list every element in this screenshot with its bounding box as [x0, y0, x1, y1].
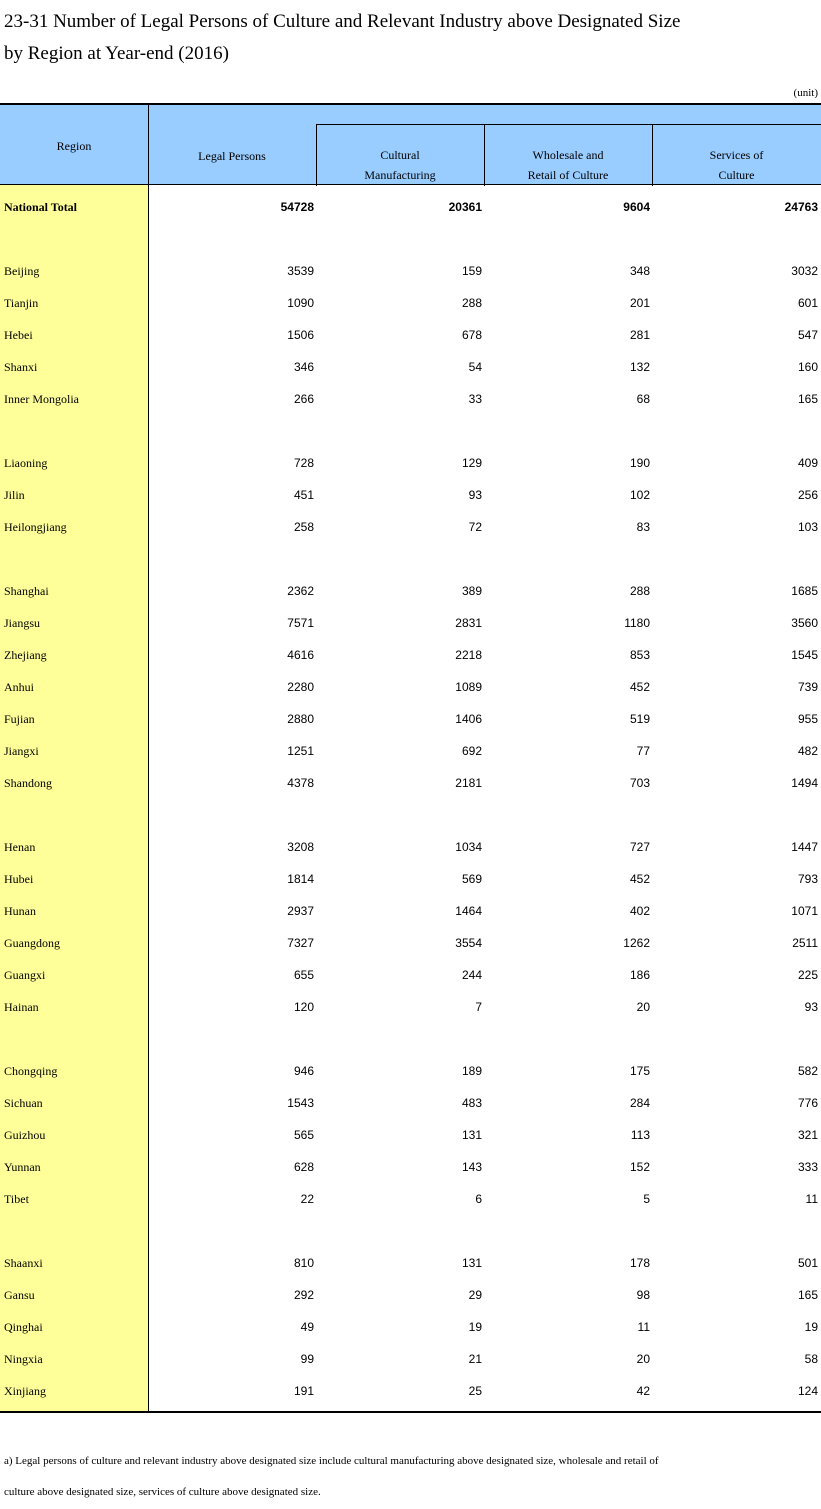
title-line-1: 23-31 Number of Legal Persons of Culture and Relevant Industry above Designated Size	[4, 11, 681, 32]
region-name: Guangxi	[4, 968, 46, 982]
page-title	[4, 6, 819, 70]
wholesale-value: 727	[629, 840, 650, 854]
table-row	[0, 351, 821, 383]
table-row	[0, 319, 821, 351]
wholesale-value: 9604	[623, 200, 650, 214]
legal-persons-value: 1814	[287, 872, 314, 886]
table-row-total	[0, 191, 821, 223]
legal-persons-value: 3539	[287, 264, 314, 278]
region-name: Heilongjiang	[4, 520, 67, 534]
legal-persons-value: 120	[293, 1000, 314, 1014]
wholesale-value: 452	[629, 872, 650, 886]
legal-persons-value: 7327	[287, 936, 314, 950]
services-value: 160	[797, 360, 818, 374]
wholesale-value: 178	[629, 1256, 650, 1270]
manufacturing-value: 6	[475, 1192, 482, 1206]
legal-persons-value: 191	[293, 1384, 314, 1398]
manufacturing-value: 129	[461, 456, 482, 470]
services-value: 1071	[791, 904, 818, 918]
manufacturing-value: 288	[461, 296, 482, 310]
region-name: Shanghai	[4, 584, 49, 598]
table-row	[0, 831, 821, 863]
services-value: 58	[804, 1352, 818, 1366]
unit-label: (unit)	[793, 87, 818, 99]
manufacturing-value: 29	[468, 1288, 482, 1302]
table-row	[0, 767, 821, 799]
wholesale-value: 288	[629, 584, 650, 598]
region-name: Gansu	[4, 1288, 35, 1302]
services-value: 482	[797, 744, 818, 758]
manufacturing-value: 33	[468, 392, 482, 406]
header-cultural-manufacturing: Cultural Manufacturing	[364, 148, 436, 182]
services-value: 2511	[792, 936, 818, 950]
wholesale-value: 152	[629, 1160, 650, 1174]
table-row	[0, 671, 821, 703]
region-name: Ningxia	[4, 1352, 43, 1366]
legal-persons-value: 22	[300, 1192, 314, 1206]
services-value: 24763	[784, 200, 818, 214]
table-row	[0, 607, 821, 639]
legal-persons-value: 2280	[287, 680, 314, 694]
region-name: Beijing	[4, 264, 40, 278]
region-name: Liaoning	[4, 456, 48, 470]
wholesale-value: 201	[629, 296, 650, 310]
wholesale-value: 11	[637, 1320, 650, 1334]
manufacturing-value: 2831	[455, 616, 482, 630]
legal-persons-value: 628	[293, 1160, 314, 1174]
region-name: Hebei	[4, 328, 33, 342]
footnote	[4, 1446, 814, 1508]
manufacturing-value: 569	[461, 872, 482, 886]
legal-persons-value: 1090	[287, 296, 314, 310]
manufacturing-value: 692	[461, 744, 482, 758]
services-value: 165	[797, 392, 818, 406]
table-row	[0, 1055, 821, 1087]
legal-persons-value: 54728	[280, 200, 314, 214]
wholesale-value: 20	[636, 1000, 650, 1014]
header-divider	[652, 124, 653, 186]
services-value: 165	[797, 1288, 818, 1302]
wholesale-value: 98	[636, 1288, 650, 1302]
manufacturing-value: 189	[461, 1064, 482, 1078]
header-divider	[316, 124, 317, 186]
region-name: Sichuan	[4, 1096, 43, 1110]
title-line-2: by Region at Year-end (2016)	[4, 43, 229, 64]
manufacturing-value: 19	[468, 1320, 482, 1334]
manufacturing-value: 54	[468, 360, 482, 374]
manufacturing-value: 1406	[455, 712, 482, 726]
region-name: Inner Mongolia	[4, 392, 79, 406]
wholesale-value: 452	[629, 680, 650, 694]
region-name: Xinjiang	[4, 1384, 46, 1398]
region-name: Tianjin	[4, 296, 39, 310]
services-value: 93	[804, 1000, 818, 1014]
table-row	[0, 1119, 821, 1151]
region-name: Fujian	[4, 712, 35, 726]
manufacturing-value: 3554	[455, 936, 482, 950]
services-value: 739	[797, 680, 818, 694]
table-row	[0, 991, 821, 1023]
region-name: Jilin	[4, 488, 25, 502]
wholesale-value: 284	[629, 1096, 650, 1110]
manufacturing-value: 2218	[455, 648, 482, 662]
table-header	[0, 103, 821, 185]
legal-persons-value: 49	[300, 1320, 314, 1334]
manufacturing-value: 2181	[455, 776, 482, 790]
services-value: 321	[797, 1128, 818, 1142]
header-divider	[484, 124, 485, 186]
manufacturing-value: 389	[461, 584, 482, 598]
manufacturing-value: 244	[461, 968, 482, 982]
wholesale-value: 1262	[623, 936, 650, 950]
wholesale-value: 348	[629, 264, 650, 278]
services-value: 103	[797, 520, 818, 534]
region-name: Zhejiang	[4, 648, 47, 662]
table-row	[0, 735, 821, 767]
wholesale-value: 5	[643, 1192, 650, 1206]
region-name: Jiangxi	[4, 744, 39, 758]
region-name: Jiangsu	[4, 616, 40, 630]
legal-persons-value: 2937	[287, 904, 314, 918]
footnote-line-2: culture above designated size, services of culture above designated size.	[4, 1486, 321, 1498]
table-row	[0, 639, 821, 671]
table-row	[0, 447, 821, 479]
services-value: 333	[797, 1160, 818, 1174]
services-value: 409	[797, 456, 818, 470]
services-value: 582	[797, 1064, 818, 1078]
services-value: 1545	[791, 648, 818, 662]
legal-persons-value: 1506	[287, 328, 314, 342]
region-name: Yunnan	[4, 1160, 41, 1174]
legal-persons-value: 810	[293, 1256, 314, 1270]
legal-persons-value: 258	[293, 520, 314, 534]
legal-persons-value: 346	[293, 360, 314, 374]
services-value: 256	[797, 488, 818, 502]
wholesale-value: 113	[630, 1128, 650, 1142]
region-name: Hubei	[4, 872, 34, 886]
legal-persons-value: 99	[300, 1352, 314, 1366]
legal-persons-value: 565	[293, 1128, 314, 1142]
legal-persons-value: 7571	[287, 616, 314, 630]
services-value: 793	[797, 872, 818, 886]
table-row	[0, 575, 821, 607]
manufacturing-value: 21	[468, 1352, 482, 1366]
region-name: Hunan	[4, 904, 36, 918]
region-name: Shanxi	[4, 360, 38, 374]
table-bottom-rule	[0, 1411, 821, 1413]
services-value: 1685	[791, 584, 818, 598]
manufacturing-value: 131	[461, 1256, 482, 1270]
region-name: Guangdong	[4, 936, 60, 950]
region-name: Shaanxi	[4, 1256, 43, 1270]
legal-persons-value: 292	[293, 1288, 314, 1302]
header-region: Region	[56, 139, 92, 153]
legal-persons-value: 4378	[287, 776, 314, 790]
wholesale-value: 186	[629, 968, 650, 982]
wholesale-value: 42	[636, 1384, 650, 1398]
wholesale-value: 175	[629, 1064, 650, 1078]
header-legal-persons: Legal Persons	[198, 149, 266, 163]
table-row	[0, 863, 821, 895]
region-name: Anhui	[4, 680, 34, 694]
wholesale-value: 132	[629, 360, 650, 374]
manufacturing-value: 1034	[455, 840, 482, 854]
manufacturing-value: 159	[461, 264, 482, 278]
wholesale-value: 1180	[624, 616, 650, 630]
services-value: 776	[797, 1096, 818, 1110]
wholesale-value: 68	[636, 392, 650, 406]
legal-persons-value: 655	[293, 968, 314, 982]
services-value: 547	[797, 328, 818, 342]
table-row	[0, 703, 821, 735]
manufacturing-value: 678	[461, 328, 482, 342]
legal-persons-value: 728	[293, 456, 314, 470]
table-row	[0, 1375, 821, 1407]
region-name: Chongqing	[4, 1064, 58, 1078]
legal-persons-value: 2880	[287, 712, 314, 726]
legal-persons-value: 946	[293, 1064, 314, 1078]
manufacturing-value: 131	[461, 1128, 482, 1142]
wholesale-value: 402	[629, 904, 650, 918]
legal-persons-value: 3208	[287, 840, 314, 854]
wholesale-value: 519	[629, 712, 650, 726]
table-row	[0, 255, 821, 287]
manufacturing-value: 1089	[455, 680, 482, 694]
wholesale-value: 77	[636, 744, 650, 758]
legal-persons-value: 2362	[287, 584, 314, 598]
table-row	[0, 1311, 821, 1343]
wholesale-value: 281	[629, 328, 650, 342]
services-value: 1447	[791, 840, 818, 854]
table-row	[0, 959, 821, 991]
manufacturing-value: 25	[468, 1384, 482, 1398]
table-row	[0, 287, 821, 319]
legal-persons-value: 451	[293, 488, 314, 502]
legal-persons-value: 1543	[287, 1096, 314, 1110]
region-name: Qinghai	[4, 1320, 43, 1334]
region-name: National Total	[4, 200, 78, 214]
legal-persons-value: 266	[293, 392, 314, 406]
services-value: 124	[797, 1384, 818, 1398]
region-name: Shandong	[4, 776, 52, 790]
header-subdivider	[316, 124, 821, 125]
table-row	[0, 895, 821, 927]
services-value: 3560	[791, 616, 818, 630]
manufacturing-value: 483	[461, 1096, 482, 1110]
table-row	[0, 383, 821, 415]
manufacturing-value: 7	[475, 1000, 482, 1014]
services-value: 225	[797, 968, 818, 982]
legal-persons-value: 1251	[287, 744, 314, 758]
footnote-line-1: a) Legal persons of culture and relevant industry above designated size include cultural manufacturing above designated size, wholesale and retail of	[4, 1455, 659, 1467]
table-row	[0, 1343, 821, 1375]
services-value: 11	[805, 1192, 818, 1206]
manufacturing-value: 143	[461, 1160, 482, 1174]
services-value: 1494	[791, 776, 818, 790]
table-row	[0, 927, 821, 959]
table-row	[0, 511, 821, 543]
wholesale-value: 853	[629, 648, 650, 662]
table-row	[0, 1151, 821, 1183]
services-value: 955	[797, 712, 818, 726]
legal-persons-value: 4616	[287, 648, 314, 662]
manufacturing-value: 93	[468, 488, 482, 502]
header-services: Services of Culture	[709, 148, 764, 182]
wholesale-value: 102	[629, 488, 650, 502]
services-value: 19	[804, 1320, 818, 1334]
services-value: 601	[797, 296, 818, 310]
wholesale-value: 20	[636, 1352, 650, 1366]
manufacturing-value: 20361	[448, 200, 482, 214]
wholesale-value: 190	[629, 456, 650, 470]
manufacturing-value: 72	[468, 520, 482, 534]
header-wholesale-retail: Wholesale and Retail of Culture	[527, 148, 609, 182]
services-value: 501	[797, 1256, 818, 1270]
region-name: Guizhou	[4, 1128, 46, 1142]
region-name: Henan	[4, 840, 36, 854]
region-name: Tibet	[4, 1192, 29, 1206]
table-row	[0, 1087, 821, 1119]
table-row	[0, 1183, 821, 1215]
wholesale-value: 703	[629, 776, 650, 790]
table-row	[0, 1247, 821, 1279]
table-row	[0, 1279, 821, 1311]
table-row	[0, 479, 821, 511]
services-value: 3032	[791, 264, 818, 278]
region-name: Hainan	[4, 1000, 39, 1014]
manufacturing-value: 1464	[455, 904, 482, 918]
wholesale-value: 83	[636, 520, 650, 534]
